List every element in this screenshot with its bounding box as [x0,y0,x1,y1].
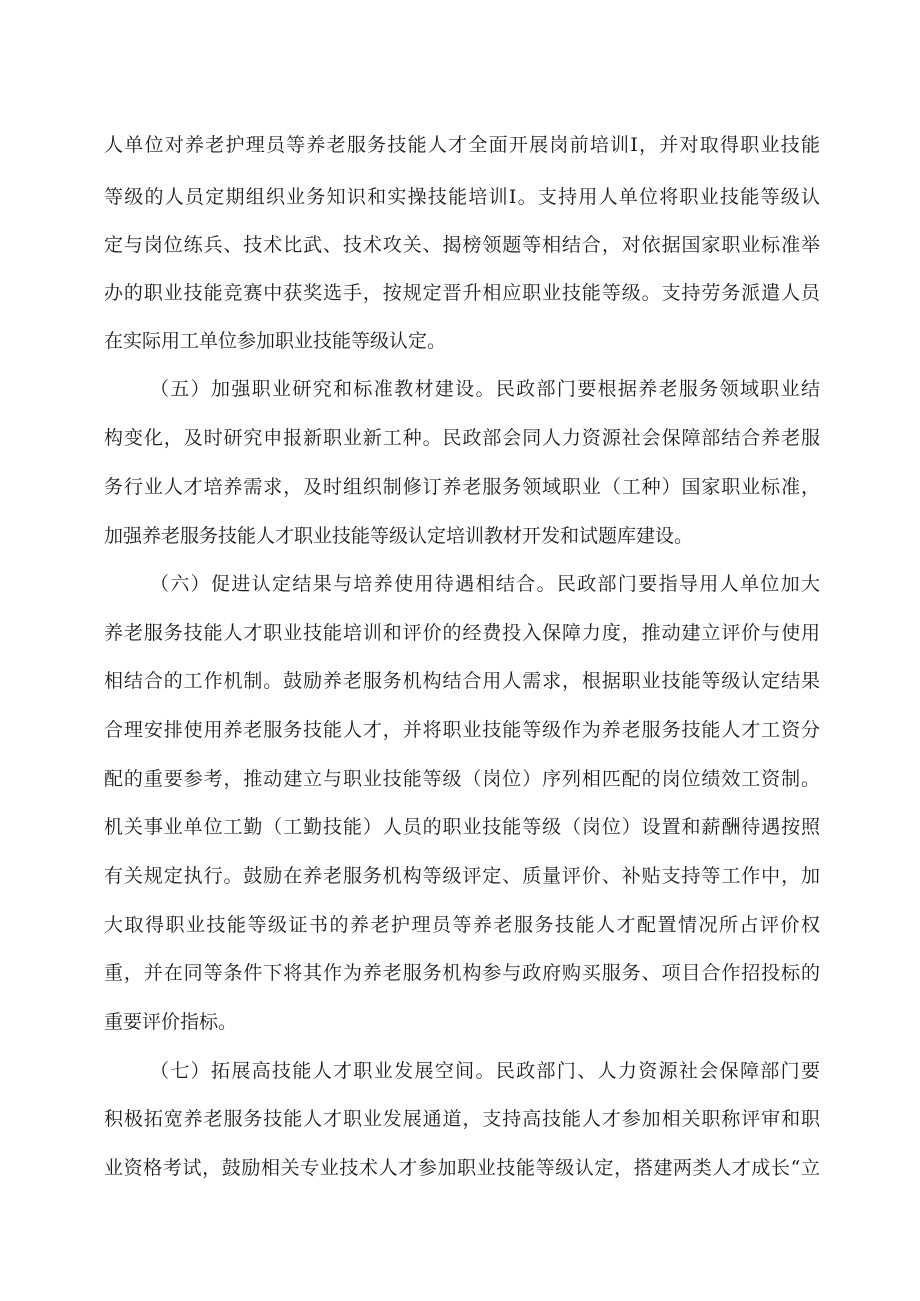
text-line: 加强养老服务技能人才职业技能等级认定培训教材开发和试题库建设。 [104,525,694,547]
text-line: 积极拓宽养老服务技能人才职业发展通道，支持高技能人才参加相关职称评审和职 [104,1108,820,1130]
section-heading-line: （五）加强职业研究和标准教材建设。民政部门要根据养老服务领域职业结 [150,378,820,400]
text-line: 务行业人才培养需求，及时组织制修订养老服务领域职业（工种）国家职业标准， [104,476,820,498]
text-line: 在实际用工单位参加职业技能等级认定。 [104,330,447,352]
text-line: 业资格考试，鼓励相关专业技术人才参加职业技能等级认定，搭建两类人才成长“立 [104,1157,820,1179]
text-line: 养老服务技能人才职业技能培训和评价的经费投入保障力度，推动建立评价与使用 [104,622,820,644]
text-line: 大取得职业技能等级证书的养老护理员等养老服务技能人才配置情况所占评价权 [104,914,820,936]
text-line: 配的重要参考，推动建立与职业技能等级（岗位）序列相匹配的岗位绩效工资制。 [104,768,820,790]
text-line: 机关事业单位工勤（工勤技能）人员的职业技能等级（岗位）设置和薪酬待遇按照 [104,816,820,838]
text-line: 构变化，及时研究申报新职业新工种。民政部会同人力资源社会保障部结合养老服 [104,427,820,449]
text-line: 人单位对养老护理员等养老服务技能人才全面开展岗前培训I，并对取得职业技能 [104,134,820,156]
text-line: 相结合的工作机制。鼓励养老服务机构结合用人需求，根据职业技能等级认定结果 [104,670,820,692]
text-line: 有关规定执行。鼓励在养老服务机构等级评定、质量评价、补贴支持等工作中，加 [104,865,820,887]
section-heading-line: （六）促进认定结果与培养使用待遇相结合。民政部门要指导用人单位加大 [150,573,820,595]
text-line: 合理安排使用养老服务技能人才，并将职业技能等级作为养老服务技能人才工资分 [104,719,820,741]
text-line: 办的职业技能竞赛中获奖选手，按规定晋升相应职业技能等级。支持劳务派遣人员 [104,282,820,304]
text-line: 重，并在同等条件下将其作为养老服务机构参与政府购买服务、项目合作招投标的 [104,962,820,984]
section-heading-line: （七）拓展高技能人才职业发展空间。民政部门、人力资源社会保障部门要 [150,1060,820,1082]
text-line: 定与岗位练兵、技术比武、技术攻关、揭榜领题等相结合，对依据国家职业标准举 [104,234,820,256]
text-line: 重要评价指标。 [104,1011,238,1033]
text-line: 等级的人员定期组织业务知识和实操技能培训I。支持用人单位将职业技能等级认 [104,186,820,208]
